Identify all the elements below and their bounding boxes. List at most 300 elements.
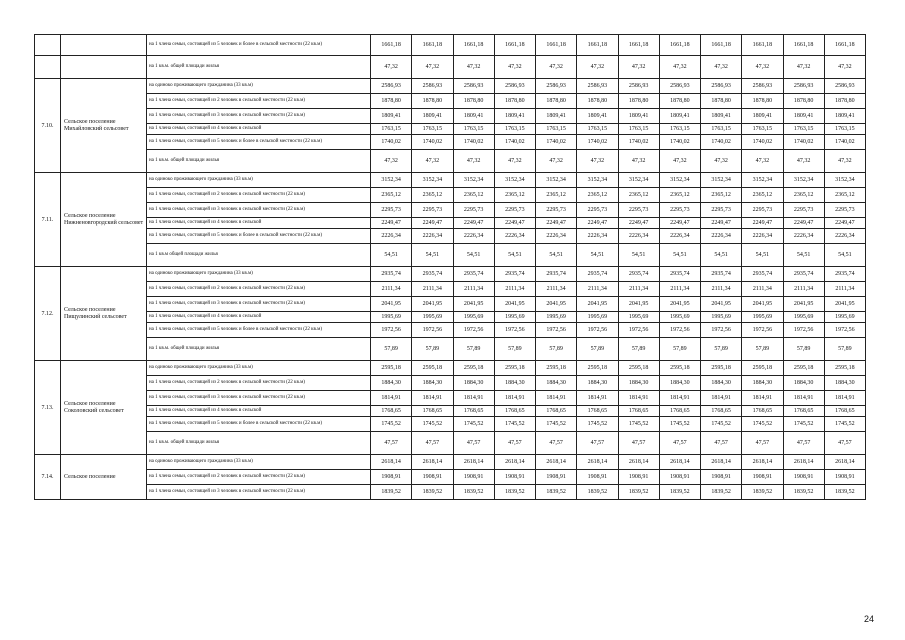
value-cell: 3152,34 bbox=[824, 173, 865, 188]
table-row bbox=[35, 361, 866, 376]
value-cell: 1908,91 bbox=[783, 470, 824, 485]
value-cell: 2365,12 bbox=[453, 188, 494, 203]
value-cell: 2226,34 bbox=[577, 229, 618, 244]
value-cell: 1884,30 bbox=[783, 376, 824, 391]
value-cell: 1809,41 bbox=[783, 109, 824, 124]
value-cell: 47,32 bbox=[742, 150, 783, 173]
value-cell: 2041,95 bbox=[783, 297, 824, 312]
value-cell: 1768,65 bbox=[412, 406, 453, 417]
value-cell: 2586,93 bbox=[618, 79, 659, 94]
value-cell: 1908,91 bbox=[701, 470, 742, 485]
value-cell: 1814,91 bbox=[494, 391, 535, 406]
row-description: на одиноко проживающего гражданина (33 кв.м) bbox=[147, 173, 371, 188]
value-cell: 1839,52 bbox=[494, 485, 535, 500]
value-cell: 2111,34 bbox=[494, 282, 535, 297]
value-cell: 1839,52 bbox=[536, 485, 577, 500]
value-cell: 2935,74 bbox=[453, 267, 494, 282]
page-number: 24 bbox=[863, 614, 874, 624]
value-cell: 2586,93 bbox=[453, 79, 494, 94]
table-row bbox=[35, 244, 866, 267]
value-cell: 1908,91 bbox=[371, 470, 412, 485]
value-cell: 1884,30 bbox=[412, 376, 453, 391]
value-cell: 2595,18 bbox=[453, 361, 494, 376]
value-cell: 1740,02 bbox=[783, 135, 824, 150]
value-cell: 54,51 bbox=[618, 244, 659, 267]
table-row bbox=[35, 124, 866, 135]
value-cell: 2111,34 bbox=[659, 282, 700, 297]
value-cell: 47,57 bbox=[536, 432, 577, 455]
value-cell: 54,51 bbox=[783, 244, 824, 267]
value-cell: 47,57 bbox=[618, 432, 659, 455]
value-cell: 57,89 bbox=[659, 338, 700, 361]
value-cell: 2595,18 bbox=[536, 361, 577, 376]
value-cell: 1740,02 bbox=[577, 135, 618, 150]
value-cell: 2249,47 bbox=[453, 218, 494, 229]
value-cell: 2365,12 bbox=[783, 188, 824, 203]
value-cell: 1768,65 bbox=[824, 406, 865, 417]
value-cell: 1908,91 bbox=[742, 470, 783, 485]
value-cell: 1908,91 bbox=[659, 470, 700, 485]
value-cell: 1661,18 bbox=[783, 35, 824, 56]
value-cell: 1878,80 bbox=[536, 94, 577, 109]
value-cell: 2111,34 bbox=[618, 282, 659, 297]
table-row bbox=[35, 455, 866, 470]
value-cell: 47,57 bbox=[412, 432, 453, 455]
value-cell: 2249,47 bbox=[742, 218, 783, 229]
value-cell: 2595,18 bbox=[577, 361, 618, 376]
value-cell: 57,89 bbox=[577, 338, 618, 361]
value-cell: 2365,12 bbox=[701, 188, 742, 203]
value-cell: 1878,80 bbox=[618, 94, 659, 109]
value-cell: 1768,65 bbox=[577, 406, 618, 417]
value-cell: 47,32 bbox=[412, 150, 453, 173]
value-cell: 1878,80 bbox=[659, 94, 700, 109]
value-cell: 47,32 bbox=[824, 150, 865, 173]
value-cell: 1763,15 bbox=[783, 124, 824, 135]
table-row bbox=[35, 391, 866, 406]
value-cell: 2295,73 bbox=[742, 203, 783, 218]
value-cell: 2249,47 bbox=[536, 218, 577, 229]
value-cell: 57,89 bbox=[783, 338, 824, 361]
value-cell: 1908,91 bbox=[618, 470, 659, 485]
row-description: на 1 члена семьи, состоящей из 5 человек и более в сельской местности (22 кв.м) bbox=[147, 323, 371, 338]
value-cell: 2586,93 bbox=[742, 79, 783, 94]
value-cell: 1661,18 bbox=[618, 35, 659, 56]
value-cell: 1809,41 bbox=[701, 109, 742, 124]
value-cell: 57,89 bbox=[618, 338, 659, 361]
row-description: на 1 члена семьи, состоящей из 5 человек и более в сельской местности (22 кв.м) bbox=[147, 35, 371, 56]
value-cell: 2111,34 bbox=[536, 282, 577, 297]
value-cell: 2595,18 bbox=[783, 361, 824, 376]
table-row bbox=[35, 56, 866, 79]
row-description: на 1 кв.м. общей площади жилья bbox=[147, 56, 371, 79]
value-cell: 1972,56 bbox=[494, 323, 535, 338]
value-cell: 1814,91 bbox=[618, 391, 659, 406]
value-cell: 2226,34 bbox=[824, 229, 865, 244]
value-cell: 1768,65 bbox=[371, 406, 412, 417]
value-cell: 47,32 bbox=[742, 56, 783, 79]
value-cell: 2586,93 bbox=[536, 79, 577, 94]
value-cell: 1809,41 bbox=[536, 109, 577, 124]
value-cell: 2226,34 bbox=[701, 229, 742, 244]
value-cell: 2595,18 bbox=[742, 361, 783, 376]
value-cell: 3152,34 bbox=[412, 173, 453, 188]
value-cell: 1839,52 bbox=[371, 485, 412, 500]
value-cell: 2935,74 bbox=[371, 267, 412, 282]
value-cell: 47,32 bbox=[783, 56, 824, 79]
value-cell: 1884,30 bbox=[453, 376, 494, 391]
value-cell: 1878,80 bbox=[742, 94, 783, 109]
value-cell: 2618,14 bbox=[536, 455, 577, 470]
value-cell: 1661,18 bbox=[701, 35, 742, 56]
value-cell: 1740,02 bbox=[742, 135, 783, 150]
value-cell: 1814,91 bbox=[453, 391, 494, 406]
value-cell: 1884,30 bbox=[824, 376, 865, 391]
value-cell: 47,57 bbox=[701, 432, 742, 455]
value-cell: 1763,15 bbox=[659, 124, 700, 135]
value-cell: 47,32 bbox=[577, 150, 618, 173]
value-cell: 2595,18 bbox=[659, 361, 700, 376]
value-cell: 2295,73 bbox=[577, 203, 618, 218]
value-cell: 1745,52 bbox=[536, 417, 577, 432]
value-cell: 47,32 bbox=[412, 56, 453, 79]
value-cell: 3152,34 bbox=[659, 173, 700, 188]
table-row bbox=[35, 79, 866, 94]
value-cell: 1809,41 bbox=[618, 109, 659, 124]
value-cell: 2935,74 bbox=[701, 267, 742, 282]
row-description: на 1 члена семьи, состоящей из 2 человек в сельской местности (22 кв.м) bbox=[147, 188, 371, 203]
value-cell: 1839,52 bbox=[701, 485, 742, 500]
value-cell: 2226,34 bbox=[412, 229, 453, 244]
table-row bbox=[35, 312, 866, 323]
table-row bbox=[35, 35, 866, 56]
row-description: на 1 кв.м общей площади жилья bbox=[147, 244, 371, 267]
value-cell: 47,32 bbox=[701, 56, 742, 79]
row-description: на 1 члена семьи, состоящей из 3 человек в сельской местности (22 кв.м) bbox=[147, 485, 371, 500]
row-description: на 1 члена семьи, состоящей из 5 человек и более в сельской местности (22 кв.м) bbox=[147, 229, 371, 244]
value-cell: 47,57 bbox=[783, 432, 824, 455]
value-cell: 1908,91 bbox=[453, 470, 494, 485]
table-row bbox=[35, 94, 866, 109]
value-cell: 2111,34 bbox=[701, 282, 742, 297]
value-cell: 2041,95 bbox=[412, 297, 453, 312]
value-cell: 47,32 bbox=[618, 150, 659, 173]
value-cell: 1839,52 bbox=[742, 485, 783, 500]
value-cell: 1995,69 bbox=[536, 312, 577, 323]
value-cell: 2249,47 bbox=[701, 218, 742, 229]
value-cell: 2111,34 bbox=[824, 282, 865, 297]
value-cell: 2226,34 bbox=[453, 229, 494, 244]
value-cell: 1809,41 bbox=[742, 109, 783, 124]
table-row bbox=[35, 297, 866, 312]
table-row bbox=[35, 229, 866, 244]
value-cell: 2595,18 bbox=[412, 361, 453, 376]
row-description: на 1 члена семьи, состоящей из 2 человек в сельской местности (22 кв.м) bbox=[147, 282, 371, 297]
value-cell: 47,32 bbox=[453, 56, 494, 79]
value-cell: 2249,47 bbox=[618, 218, 659, 229]
value-cell: 1884,30 bbox=[618, 376, 659, 391]
table-row bbox=[35, 282, 866, 297]
value-cell: 1995,69 bbox=[742, 312, 783, 323]
settlement-name: Сельское поселение Пищулинский сельсовет bbox=[61, 267, 147, 361]
value-cell: 1763,15 bbox=[494, 124, 535, 135]
value-cell: 1745,52 bbox=[824, 417, 865, 432]
value-cell: 1878,80 bbox=[453, 94, 494, 109]
value-cell: 1745,52 bbox=[453, 417, 494, 432]
value-cell: 2249,47 bbox=[824, 218, 865, 229]
value-cell: 1661,18 bbox=[412, 35, 453, 56]
settlement-name: Сельское поселение bbox=[61, 455, 147, 500]
section-number-cell bbox=[35, 56, 61, 79]
value-cell: 1661,18 bbox=[659, 35, 700, 56]
value-cell: 2111,34 bbox=[412, 282, 453, 297]
value-cell: 2295,73 bbox=[453, 203, 494, 218]
value-cell: 1763,15 bbox=[742, 124, 783, 135]
value-cell: 2365,12 bbox=[742, 188, 783, 203]
value-cell: 2226,34 bbox=[494, 229, 535, 244]
value-cell: 2586,93 bbox=[701, 79, 742, 94]
value-cell: 2226,34 bbox=[659, 229, 700, 244]
value-cell: 1839,52 bbox=[618, 485, 659, 500]
table-row bbox=[35, 135, 866, 150]
value-cell: 1809,41 bbox=[453, 109, 494, 124]
row-description: на одиноко проживающего гражданина (33 кв.м) bbox=[147, 79, 371, 94]
value-cell: 1814,91 bbox=[577, 391, 618, 406]
value-cell: 1814,91 bbox=[659, 391, 700, 406]
value-cell: 1839,52 bbox=[783, 485, 824, 500]
value-cell: 47,32 bbox=[618, 56, 659, 79]
row-description: на 1 члена семьи, состоящей из 4 человек в сельской bbox=[147, 124, 371, 135]
value-cell: 1661,18 bbox=[371, 35, 412, 56]
value-cell: 1814,91 bbox=[536, 391, 577, 406]
value-cell: 2295,73 bbox=[412, 203, 453, 218]
table-row bbox=[35, 376, 866, 391]
value-cell: 2935,74 bbox=[742, 267, 783, 282]
value-cell: 2226,34 bbox=[783, 229, 824, 244]
value-cell: 54,51 bbox=[371, 244, 412, 267]
value-cell: 1995,69 bbox=[701, 312, 742, 323]
value-cell: 2595,18 bbox=[701, 361, 742, 376]
value-cell: 47,57 bbox=[453, 432, 494, 455]
value-cell: 1908,91 bbox=[577, 470, 618, 485]
value-cell: 2365,12 bbox=[494, 188, 535, 203]
value-cell: 1995,69 bbox=[618, 312, 659, 323]
value-cell: 1740,02 bbox=[824, 135, 865, 150]
value-cell: 2618,14 bbox=[494, 455, 535, 470]
value-cell: 2618,14 bbox=[701, 455, 742, 470]
row-description: на 1 члена семьи, состоящей из 4 человек в сельской bbox=[147, 312, 371, 323]
table-row bbox=[35, 188, 866, 203]
value-cell: 1740,02 bbox=[701, 135, 742, 150]
value-cell: 2249,47 bbox=[371, 218, 412, 229]
value-cell: 47,32 bbox=[536, 150, 577, 173]
value-cell: 2935,74 bbox=[412, 267, 453, 282]
table-row bbox=[35, 432, 866, 455]
value-cell: 2295,73 bbox=[494, 203, 535, 218]
value-cell: 3152,34 bbox=[618, 173, 659, 188]
value-cell: 47,32 bbox=[453, 150, 494, 173]
value-cell: 2249,47 bbox=[577, 218, 618, 229]
value-cell: 3152,34 bbox=[536, 173, 577, 188]
value-cell: 2295,73 bbox=[783, 203, 824, 218]
value-cell: 54,51 bbox=[701, 244, 742, 267]
value-cell: 1809,41 bbox=[824, 109, 865, 124]
value-cell: 47,32 bbox=[536, 56, 577, 79]
value-cell: 1661,18 bbox=[453, 35, 494, 56]
value-cell: 1661,18 bbox=[536, 35, 577, 56]
value-cell: 1884,30 bbox=[494, 376, 535, 391]
value-cell: 3152,34 bbox=[371, 173, 412, 188]
value-cell: 2249,47 bbox=[494, 218, 535, 229]
row-description: на 1 члена семьи, состоящей из 2 человек в сельской местности (22 кв.м) bbox=[147, 376, 371, 391]
value-cell: 1878,80 bbox=[577, 94, 618, 109]
row-description: на 1 члена семьи, состоящей из 2 человек в сельской местности (22 кв.м) bbox=[147, 94, 371, 109]
value-cell: 47,32 bbox=[783, 150, 824, 173]
value-cell: 1745,52 bbox=[577, 417, 618, 432]
value-cell: 1839,52 bbox=[577, 485, 618, 500]
value-cell: 3152,34 bbox=[701, 173, 742, 188]
value-cell: 54,51 bbox=[577, 244, 618, 267]
value-cell: 1972,56 bbox=[618, 323, 659, 338]
tariff-table-sheet bbox=[34, 34, 866, 500]
value-cell: 1740,02 bbox=[659, 135, 700, 150]
value-cell: 2295,73 bbox=[536, 203, 577, 218]
value-cell: 2226,34 bbox=[536, 229, 577, 244]
value-cell: 57,89 bbox=[824, 338, 865, 361]
value-cell: 1839,52 bbox=[453, 485, 494, 500]
value-cell: 2618,14 bbox=[742, 455, 783, 470]
settlement-name: Сельское поселение Нижненовгородский сельсовет bbox=[61, 173, 147, 267]
value-cell: 2935,74 bbox=[494, 267, 535, 282]
value-cell: 1995,69 bbox=[412, 312, 453, 323]
value-cell: 1884,30 bbox=[577, 376, 618, 391]
row-description: на 1 члена семьи, состоящей из 3 человек в сельской местности (22 кв.м) bbox=[147, 109, 371, 124]
value-cell: 1995,69 bbox=[824, 312, 865, 323]
value-cell: 1878,80 bbox=[824, 94, 865, 109]
value-cell: 3152,34 bbox=[453, 173, 494, 188]
section-number-cell bbox=[35, 35, 61, 56]
value-cell: 2618,14 bbox=[453, 455, 494, 470]
value-cell: 47,57 bbox=[659, 432, 700, 455]
value-cell: 2111,34 bbox=[783, 282, 824, 297]
value-cell: 2365,12 bbox=[577, 188, 618, 203]
value-cell: 1763,15 bbox=[618, 124, 659, 135]
value-cell: 1878,80 bbox=[371, 94, 412, 109]
value-cell: 1661,18 bbox=[742, 35, 783, 56]
value-cell: 47,32 bbox=[494, 150, 535, 173]
value-cell: 47,57 bbox=[577, 432, 618, 455]
value-cell: 1972,56 bbox=[742, 323, 783, 338]
value-cell: 47,32 bbox=[577, 56, 618, 79]
value-cell: 2226,34 bbox=[371, 229, 412, 244]
value-cell: 1763,15 bbox=[824, 124, 865, 135]
value-cell: 1661,18 bbox=[824, 35, 865, 56]
value-cell: 2295,73 bbox=[701, 203, 742, 218]
value-cell: 2935,74 bbox=[659, 267, 700, 282]
value-cell: 1745,52 bbox=[742, 417, 783, 432]
value-cell: 47,57 bbox=[824, 432, 865, 455]
value-cell: 2249,47 bbox=[659, 218, 700, 229]
value-cell: 1763,15 bbox=[701, 124, 742, 135]
value-cell: 2586,93 bbox=[659, 79, 700, 94]
value-cell: 2295,73 bbox=[824, 203, 865, 218]
section-number: 7.13. bbox=[35, 361, 61, 455]
value-cell: 47,32 bbox=[371, 56, 412, 79]
value-cell: 2041,95 bbox=[453, 297, 494, 312]
value-cell: 2595,18 bbox=[494, 361, 535, 376]
value-cell: 47,32 bbox=[659, 56, 700, 79]
value-cell: 2041,95 bbox=[659, 297, 700, 312]
value-cell: 1814,91 bbox=[701, 391, 742, 406]
row-description: на одиноко проживающего гражданина (33 кв.м) bbox=[147, 361, 371, 376]
value-cell: 57,89 bbox=[412, 338, 453, 361]
value-cell: 57,89 bbox=[701, 338, 742, 361]
value-cell: 2295,73 bbox=[659, 203, 700, 218]
value-cell: 1768,65 bbox=[618, 406, 659, 417]
value-cell: 2935,74 bbox=[577, 267, 618, 282]
row-description: на 1 члена семьи, состоящей из 5 человек и более в сельской местности (22 кв.м) bbox=[147, 417, 371, 432]
section-number: 7.10. bbox=[35, 79, 61, 173]
value-cell: 1908,91 bbox=[824, 470, 865, 485]
value-cell: 2041,95 bbox=[824, 297, 865, 312]
value-cell: 47,32 bbox=[494, 56, 535, 79]
row-description: на 1 члена семьи, состоящей из 4 человек в сельской bbox=[147, 406, 371, 417]
value-cell: 1740,02 bbox=[453, 135, 494, 150]
value-cell: 1972,56 bbox=[701, 323, 742, 338]
value-cell: 2111,34 bbox=[742, 282, 783, 297]
value-cell: 1763,15 bbox=[536, 124, 577, 135]
value-cell: 57,89 bbox=[536, 338, 577, 361]
settlement-cell bbox=[61, 35, 147, 56]
value-cell: 2041,95 bbox=[577, 297, 618, 312]
settlement-name: Сельское поселение Михайловский сельсовет bbox=[61, 79, 147, 173]
value-cell: 1740,02 bbox=[618, 135, 659, 150]
value-cell: 2295,73 bbox=[371, 203, 412, 218]
value-cell: 1884,30 bbox=[536, 376, 577, 391]
value-cell: 1972,56 bbox=[536, 323, 577, 338]
value-cell: 2295,73 bbox=[618, 203, 659, 218]
value-cell: 57,89 bbox=[742, 338, 783, 361]
value-cell: 2935,74 bbox=[783, 267, 824, 282]
value-cell: 54,51 bbox=[659, 244, 700, 267]
value-cell: 1809,41 bbox=[577, 109, 618, 124]
value-cell: 2935,74 bbox=[618, 267, 659, 282]
value-cell: 1995,69 bbox=[494, 312, 535, 323]
value-cell: 1995,69 bbox=[371, 312, 412, 323]
table-row bbox=[35, 203, 866, 218]
value-cell: 1768,65 bbox=[536, 406, 577, 417]
value-cell: 2595,18 bbox=[371, 361, 412, 376]
value-cell: 1908,91 bbox=[412, 470, 453, 485]
value-cell: 1814,91 bbox=[783, 391, 824, 406]
value-cell: 1661,18 bbox=[494, 35, 535, 56]
tariff-table bbox=[34, 34, 866, 500]
value-cell: 1809,41 bbox=[371, 109, 412, 124]
value-cell: 2618,14 bbox=[577, 455, 618, 470]
value-cell: 2586,93 bbox=[783, 79, 824, 94]
table-row bbox=[35, 417, 866, 432]
value-cell: 54,51 bbox=[824, 244, 865, 267]
value-cell: 2586,93 bbox=[577, 79, 618, 94]
value-cell: 54,51 bbox=[536, 244, 577, 267]
value-cell: 1878,80 bbox=[494, 94, 535, 109]
value-cell: 1878,80 bbox=[701, 94, 742, 109]
value-cell: 57,89 bbox=[494, 338, 535, 361]
value-cell: 1972,56 bbox=[453, 323, 494, 338]
value-cell: 1809,41 bbox=[494, 109, 535, 124]
table-row bbox=[35, 218, 866, 229]
row-description: на 1 члена семьи, состоящей из 5 человек и более в сельской местности (22 кв.м) bbox=[147, 135, 371, 150]
